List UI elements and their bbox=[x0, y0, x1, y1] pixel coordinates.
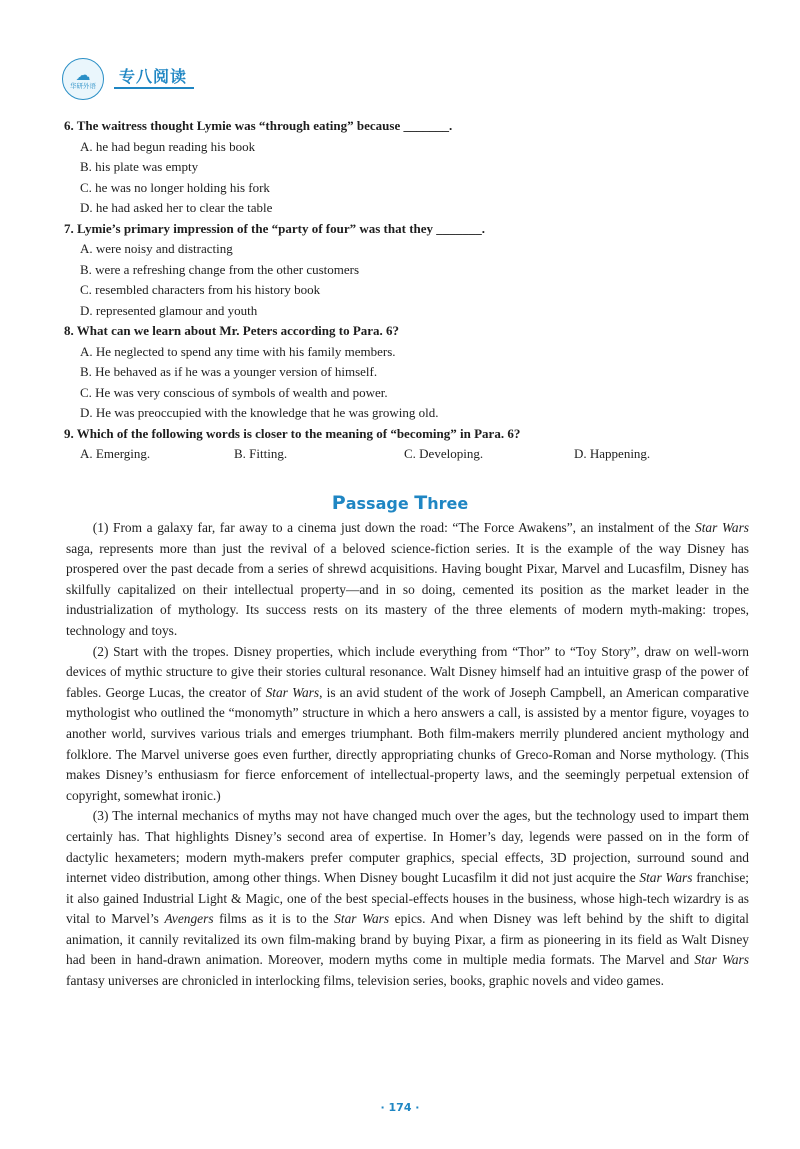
publisher-logo bbox=[62, 58, 104, 100]
italic-title: Star Wars bbox=[639, 870, 693, 886]
option-b: B. his plate was empty bbox=[80, 159, 199, 174]
text-run: , is an avid student of the work of Joseph Campbell, an American comparative mythologist who outlined the “monomyth” structure in which a hero answers a call, is assisted by a mentor figure, voyages to another world, survives various trials and emerges triumphant. Both film-makers merrily plundered ancient mythology and folklore. The Marvel universe goes even further, directly appropriating chunks of Greco-Roman and Norse mythology. (This makes Disney’s enthusiasm for fierce enforcement of intellectual-property laws, and the seemingly perpetual extension of copyright, somewhat ironic.) bbox=[66, 684, 749, 803]
italic-title: Star Wars bbox=[265, 684, 320, 700]
question-stem: 6. The waitress thought Lymie was “through eating” because _______. bbox=[64, 118, 453, 133]
text-run: fantasy universes are chronicled in interlocking films, television series, books, graphic novels and video games. bbox=[66, 973, 664, 989]
question-stem: 7. Lymie’s primary impression of the “party of four” was that they _______. bbox=[64, 220, 486, 236]
italic-title: Star Wars bbox=[695, 520, 749, 535]
option-d: D. represented glamour and youth bbox=[80, 302, 258, 318]
title-rest-p: assage bbox=[345, 494, 415, 513]
text-run: (2) Start with the tropes. Disney properties, which include everything from “Thor” to “Toy Story”, draw on well-worn devices of mythic structure to give their stories cultural resonance. Walt Disney himself had an intuitive grasp of the power of fables. George Lucas, the creator of bbox=[66, 643, 749, 700]
question-list bbox=[64, 116, 744, 465]
option-row bbox=[64, 444, 744, 465]
option-d: D. Happening. bbox=[574, 446, 651, 461]
option-a: A. were noisy and distracting bbox=[80, 241, 233, 256]
title-cap-p: P bbox=[331, 492, 346, 514]
question-8 bbox=[64, 321, 744, 424]
paragraph-1 bbox=[66, 518, 749, 642]
option-a: A. he had begun reading his book bbox=[80, 138, 256, 154]
option-c: C. He was very conscious of symbols of wealth and power. bbox=[80, 384, 388, 400]
question-6 bbox=[64, 116, 744, 219]
italic-title: Avengers bbox=[164, 911, 214, 927]
text-run: saga, represents more than just the revival of a beloved science-fiction series. It is the example of the way Disney has prospered over the past decade from a series of shrewd acquisitions. Having bought Pixar, Marvel and Lucasfilm, Disney has skilfully capitalized on their intellectual property—and in so doing, cemented its position as the market leader in the industrialization of mythology. Its success rests on its mastery of the three elements of modern myth-making: tropes, technology and toys. bbox=[66, 540, 749, 638]
option-c: C. Developing. bbox=[404, 446, 484, 461]
text-run: franchise; it also gained Industrial Light & Magic, one of the best special-effects houses in the business, whose high-tech wizardry is as vital to Marvel’s bbox=[66, 870, 749, 927]
cloud-icon: ☁ bbox=[75, 66, 91, 84]
option-c: C. he was no longer holding his fork bbox=[80, 179, 270, 195]
text-run: (3) The internal mechanics of myths may not have changed much over the ages, but the technology used to impart them certainly has. That highlights Disney’s second area of expertise. In Homer’s day, legends were passed on in the form of dactylic hexameters; modern myth-makers prefer computer graphics, special effects, 3D projection, surround sound and internet video distribution, among other things. When Disney bought Lucasfilm it did not just acquire the bbox=[66, 808, 749, 886]
option-a: A. Emerging. bbox=[80, 446, 151, 461]
question-9 bbox=[64, 424, 744, 465]
logo-text: 华研外语 bbox=[70, 82, 96, 90]
italic-title: Star Wars bbox=[694, 952, 749, 968]
passage-title bbox=[0, 492, 800, 514]
option-b: B. Fitting. bbox=[234, 446, 288, 461]
question-7 bbox=[64, 219, 744, 322]
paragraph-2 bbox=[66, 642, 749, 807]
option-c: C. resembled characters from his history book bbox=[80, 282, 321, 297]
text-run: epics. And when Disney was left behind by the shift to digital animation, it cannily revitalized its own film-making brand by buying Pixar, a firm as pioneering in its field as Walt Disney had been in hand-drawn animation. Moreover, modern myths come in multiple media formats. The Marvel and bbox=[66, 911, 749, 968]
series-title: 专八阅读 bbox=[119, 67, 188, 86]
option-d: D. he had asked her to clear the table bbox=[80, 200, 273, 215]
title-cap-t: T bbox=[414, 492, 428, 514]
option-b: B. He behaved as if he was a younger version of himself. bbox=[80, 364, 378, 379]
question-stem: 8. What can we learn about Mr. Peters according to Para. 6? bbox=[64, 323, 400, 338]
option-d: D. He was preoccupied with the knowledge that he was growing old. bbox=[80, 405, 439, 420]
text-run: films as it is to the bbox=[213, 911, 335, 927]
page-header bbox=[62, 58, 232, 98]
header-underline bbox=[114, 87, 194, 89]
title-rest-t: hree bbox=[427, 494, 469, 513]
italic-title: Star Wars bbox=[334, 911, 390, 927]
passage-body bbox=[66, 518, 749, 992]
text-run: (1) From a galaxy far, far away to a cinema just down the road: “The Force Awakens”, an instalment of the bbox=[92, 520, 696, 535]
option-a: A. He neglected to spend any time with his family members. bbox=[80, 343, 396, 359]
paragraph-3 bbox=[66, 806, 749, 991]
option-b: B. were a refreshing change from the other customers bbox=[80, 261, 360, 277]
page-number: · 174 · bbox=[380, 1101, 420, 1114]
question-stem: 9. Which of the following words is closer to the meaning of “becoming” in Para. 6? bbox=[64, 425, 521, 441]
